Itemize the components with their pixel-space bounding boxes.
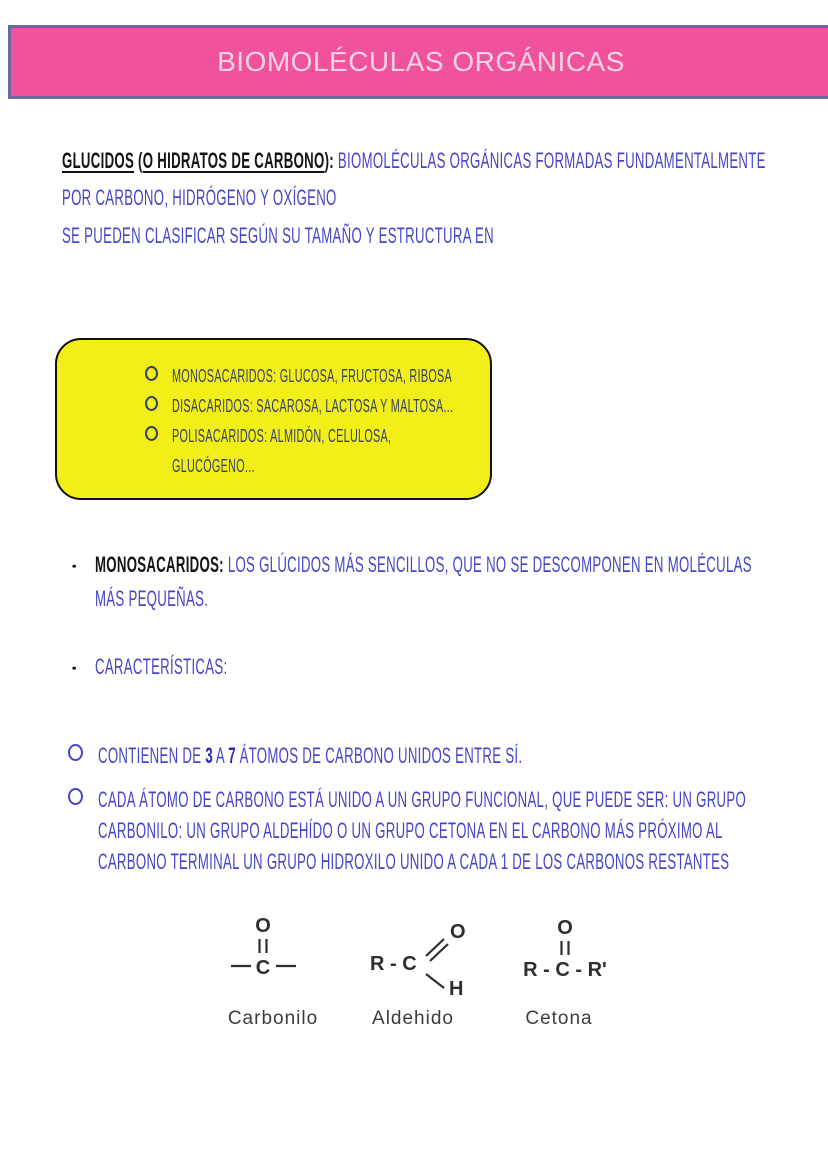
char1-post: ÁTOMOS DE CARBONO UNIDOS ENTRE SÍ. bbox=[235, 743, 523, 768]
title-banner bbox=[8, 25, 828, 99]
single-bond bbox=[426, 974, 444, 988]
caracteristicas-heading: CARACTERÍSTICAS: bbox=[95, 654, 228, 679]
intro-paragraph bbox=[62, 142, 788, 216]
circle-bullet-icon bbox=[145, 396, 158, 411]
classification-box bbox=[55, 338, 492, 500]
monosacaridos-term: MONOSACARIDOS: bbox=[95, 552, 228, 577]
box-item-monosacaridos: MONOSACARIDOS: GLUCOSA, FRUCTOSA, RIBOSA bbox=[172, 366, 453, 386]
dash-marker: - bbox=[72, 552, 77, 577]
double-bond bbox=[430, 944, 448, 961]
glucidos-term: GLUCIDOS bbox=[62, 148, 135, 173]
monosacaridos-text: LOS GLÚCIDOS MÁS SENCILLOS, QUE NO SE DESCOMPONEN EN MOLÉCULAS MÁS PEQUEÑAS. bbox=[95, 552, 756, 611]
characteristic-item-1 bbox=[98, 740, 806, 771]
aldehido-structure bbox=[360, 898, 510, 998]
char1-pre: CONTIENEN DE bbox=[98, 743, 206, 768]
oxygen-atom: O bbox=[255, 915, 271, 937]
oxygen-atom: O bbox=[557, 917, 573, 939]
cetona-label: Cetona bbox=[525, 1008, 593, 1029]
glucidos-definition: BIOMOLÉCULAS ORGÁNICAS FORMADAS FUNDAMENTALMENTE POR CARBONO, HIDRÓGENO Y OXÍGENO bbox=[62, 148, 770, 210]
box-item-disacaridos: DISACARIDOS: SACAROSA, LACTOSA Y MALTOSA... bbox=[172, 396, 454, 416]
classification-sentence: SE PUEDEN CLASIFICAR SEGÚN SU TAMAÑO Y ESTRUCTURA EN bbox=[62, 223, 494, 248]
aldehido-label: Aldehido bbox=[372, 1008, 454, 1029]
double-bond bbox=[426, 939, 444, 956]
hydrogen-atom: H bbox=[449, 978, 464, 998]
r-carbon-chain: R - C - R' bbox=[523, 959, 607, 981]
carbonilo-structure bbox=[215, 898, 335, 990]
char1-num-7: 7 bbox=[228, 743, 236, 768]
monosacaridos-definition bbox=[95, 548, 776, 616]
paren-open: ( bbox=[134, 148, 143, 173]
page-title: BIOMOLÉCULAS ORGÁNICAS bbox=[217, 46, 625, 77]
dash-marker: - bbox=[72, 654, 77, 679]
paren-close: ): bbox=[324, 148, 338, 173]
carbon-atom: C bbox=[255, 957, 271, 979]
oxygen-atom: O bbox=[450, 921, 466, 943]
char1-num-3: 3 bbox=[205, 743, 213, 768]
r-carbon-chain: R - C bbox=[370, 953, 417, 975]
characteristic-item-2: CADA ÁTOMO DE CARBONO ESTÁ UNIDO A UN GRUPO FUNCIONAL, QUE PUEDE SER: UN GRUPO CARBONILO: UN GRUPO ALDEHÍDO O UN GRUPO CETONA EN EL CARBONO MÁS PRÓXIMO AL CARBONO TERMINAL UN GRUPO HIDROXILO UNIDO A CADA 1 DE LOS CARBONOS RESTANTES bbox=[98, 787, 751, 874]
char1-mid: A bbox=[212, 743, 229, 768]
circle-bullet-icon bbox=[145, 426, 158, 441]
circle-bullet-icon bbox=[145, 366, 158, 381]
carbonilo-label: Carbonilo bbox=[227, 1008, 319, 1029]
circle-bullet-icon bbox=[68, 744, 83, 761]
cetona-structure bbox=[505, 898, 635, 993]
circle-bullet-icon bbox=[68, 788, 83, 805]
box-item-polisacaridos: POLISACARIDOS: ALMIDÓN, CELULOSA, GLUCÓGENO... bbox=[172, 426, 395, 476]
hidratos-term: O HIDRATOS DE CARBONO bbox=[142, 148, 325, 173]
